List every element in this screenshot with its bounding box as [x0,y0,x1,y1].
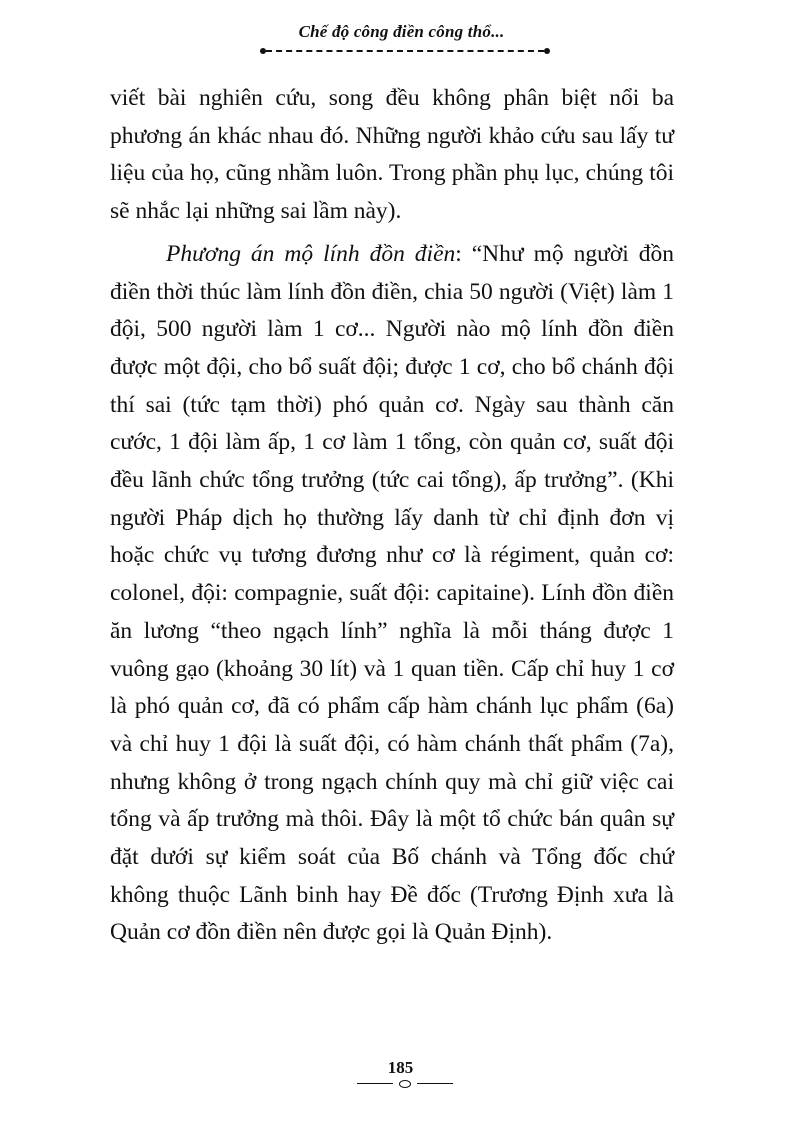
footer-ornament [357,1080,453,1088]
header-divider [260,48,550,54]
ornament-line-left [357,1083,393,1084]
running-title: Chế độ công điền công thổ... [298,22,505,41]
page-footer [0,1058,793,1088]
divider-dashed-line [266,50,544,52]
page-number: 185 [387,1058,414,1077]
paragraph-body-text: : “Như mộ người đồn điền thời thúc làm lính đồn điền, chia 50 người (Việt) làm 1 đội, 500 người làm 1 cơ... Người nào mộ lính đồn điền được một đội, cho bổ suất đội; được 1 cơ, cho bổ chánh đội thí sai (tức tạm thời) phó quản cơ. Ngày sau thành căn cước, 1 đội làm ấp, 1 cơ làm 1 tổng, còn quản cơ, suất đội đều lãnh chức tổng trưởng (tức cai tổng), ấp trưởng”. (Khi người Pháp dịch họ thường lấy danh từ chỉ định đơn vị hoặc chức vụ tương đương như cơ là régiment, quản cơ: colonel, đội: compagnie, suất đội: capitaine). Lính đồn điền ăn lương “theo ngạch lính” nghĩa là mỗi tháng được 1 vuông gạo (khoảng 30 lít) và 1 quan tiền. Cấp chỉ huy 1 cơ là phó quản cơ, đã có phẩm cấp hàm chánh lục phẩm (6a) và chỉ huy 1 đội là suất đội, có hàm chánh thất phẩm (7a), nhưng không ở trong ngạch chính quy mà chỉ giữ việc cai tổng và ấp trưởng mà thôi. Đây là một tổ chức bán quân sự đặt dưới sự kiểm soát của Bố chánh và Tổng đốc chứ không thuộc Lãnh binh hay Đề đốc (Trương Định xưa là Quản cơ đồn điền nên được gọi là Quản Định). [110,240,675,946]
running-header [0,22,793,54]
ornament-line-right [417,1083,453,1084]
paragraph-heading-italic: Phương án mộ lính đồn điền [166,240,456,267]
paragraph-mo-linh-don-dien [110,236,674,952]
ornament-knot [399,1080,411,1088]
paragraph-continuation: viết bài nghiên cứu, song đều không phân biệt nổi ba phương án khác nhau đó. Những người khảo cứu sau lấy tư liệu của họ, cũng nhầm luôn. Trong phần phụ lục, chúng tôi sẽ nhắc lại những sai lầm này). [110,85,674,225]
divider-dot-right [544,48,550,54]
page-body [110,80,674,952]
